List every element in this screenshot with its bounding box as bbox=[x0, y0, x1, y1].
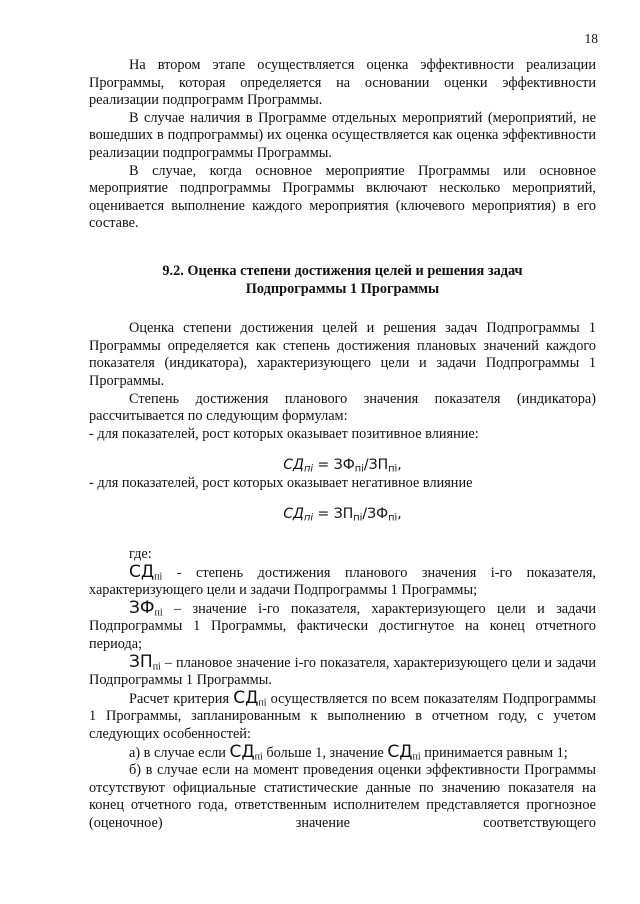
formula-symbol: СД bbox=[283, 457, 304, 474]
definition-subscript: пi bbox=[154, 571, 163, 583]
formula-subscript: пi bbox=[353, 512, 363, 524]
definition-text: – плановое значение i-го показателя, характеризующего цели и задачи Подпрограммы 1 Программы. bbox=[89, 654, 596, 689]
definition-text: – значение i-го показателя, характеризующего цели и задачи Подпрограммы 1 Программы, фактически достигнутое на конец отчетного периода; bbox=[89, 600, 596, 653]
formula-negative bbox=[89, 506, 596, 524]
paragraph-negative-indicators: - для показателей, рост которых оказывает негативное влияние bbox=[89, 474, 473, 491]
page-content bbox=[89, 57, 596, 833]
formula-symbol: СД bbox=[283, 506, 304, 523]
definition-symbol: ЗП bbox=[129, 651, 153, 672]
criterion-text-pre: Расчет критерия bbox=[129, 690, 234, 707]
section-heading-line-2: Подпрограммы 1 Программы bbox=[245, 280, 440, 297]
definition-sd bbox=[89, 561, 596, 600]
formula-subscript: пi bbox=[303, 463, 314, 475]
definition-zp bbox=[89, 651, 596, 690]
definition-subscript: пi bbox=[152, 661, 161, 673]
formula-symbol: ЗФ bbox=[367, 506, 389, 523]
formula-operator: , bbox=[397, 457, 402, 474]
formula-symbol: ЗП bbox=[333, 506, 354, 523]
paragraph-separate-measures: В случае наличия в Программе отдельных мероприятий (мероприятий, не вошедших в подпрограммы) их оценка осуществляется как оценка эффективности реализации подпрограммы Программы. bbox=[89, 109, 596, 161]
definition-symbol: СД bbox=[129, 561, 155, 582]
paragraph-main-measure: В случае, когда основное мероприятие Программы или основное мероприятие подпрограммы Программы включают несколько мероприятий, оценивается выполнение каждого мероприятия (ключевого мероприятия) в его составе. bbox=[89, 162, 596, 232]
case-a-text-mid: больше 1, значение bbox=[262, 744, 388, 761]
case-a-subscript: пi bbox=[412, 751, 421, 763]
paragraph-assessment: Оценка степени достижения целей и решения задач Подпрограммы 1 Программы определяется как степень достижения плановых значений каждого показателя (индикатора), характеризующего цели и задачи Подпрограммы 1 Программы. bbox=[89, 320, 596, 389]
paragraph-stage-two: На втором этапе осуществляется оценка эффективности реализации Программы, которая определяется на основании оценки эффективности реализации подпрограмм Программы. bbox=[89, 57, 596, 109]
definition-subscript: пi bbox=[154, 607, 163, 619]
formula-operator: / bbox=[363, 457, 369, 474]
formula-operator: , bbox=[397, 506, 402, 523]
formula-operator: / bbox=[362, 506, 368, 523]
definition-text: - степень достижения планового значения i-го показателя, характеризующего цели и задачи Подпрограммы 1 Программы; bbox=[89, 564, 596, 599]
formula-symbol: ЗП bbox=[368, 457, 389, 474]
case-a-symbol: СД bbox=[387, 741, 413, 762]
case-a-text-post: принимается равным 1; bbox=[420, 744, 568, 761]
criterion-text-post: осуществляется по всем показателям Подпрограммы 1 Программы, запланированным к выполнению в отчетном году, с учетом следующих особенностей: bbox=[89, 690, 596, 742]
formula-operator: = bbox=[313, 457, 334, 474]
paragraph-positive-indicators: - для показателей, рост которых оказывает позитивное влияние: bbox=[89, 425, 479, 442]
criterion-subscript: пi bbox=[258, 697, 267, 709]
paragraph-criterion bbox=[89, 687, 596, 744]
formula-operator: = bbox=[313, 506, 334, 523]
formula-subscript: пi bbox=[354, 463, 364, 475]
formula-symbol: ЗФ bbox=[333, 457, 355, 474]
paragraph-case-a bbox=[89, 741, 596, 763]
formula-subscript: пi bbox=[303, 512, 314, 524]
formula-positive bbox=[89, 457, 596, 475]
formula-subscript: пi bbox=[388, 512, 398, 524]
case-a-symbol: СД bbox=[229, 741, 255, 762]
paragraph-case-b: б) в случае если на момент проведения оценки эффективности Программы отсутствуют официальные статистические данные по значению показателя на конец отчетного года, ответственным исполнителем представляется прогнозное (оценочное) значение соответствующего bbox=[89, 762, 596, 831]
definition-zf bbox=[89, 597, 596, 654]
formula-subscript: пi bbox=[388, 463, 398, 475]
page-number: 18 bbox=[584, 31, 598, 46]
section-heading-line-1: 9.2. Оценка степени достижения целей и решения задач bbox=[162, 262, 523, 279]
case-a-subscript: пi bbox=[254, 751, 263, 763]
where-label: где: bbox=[129, 546, 152, 563]
paragraph-calculation: Степень достижения планового значения показателя (индикатора) рассчитывается по следующим формулам: bbox=[89, 390, 596, 425]
criterion-symbol: СД bbox=[233, 687, 259, 708]
definition-symbol: ЗФ bbox=[129, 597, 155, 618]
case-a-text-pre: а) в случае если bbox=[129, 744, 230, 761]
